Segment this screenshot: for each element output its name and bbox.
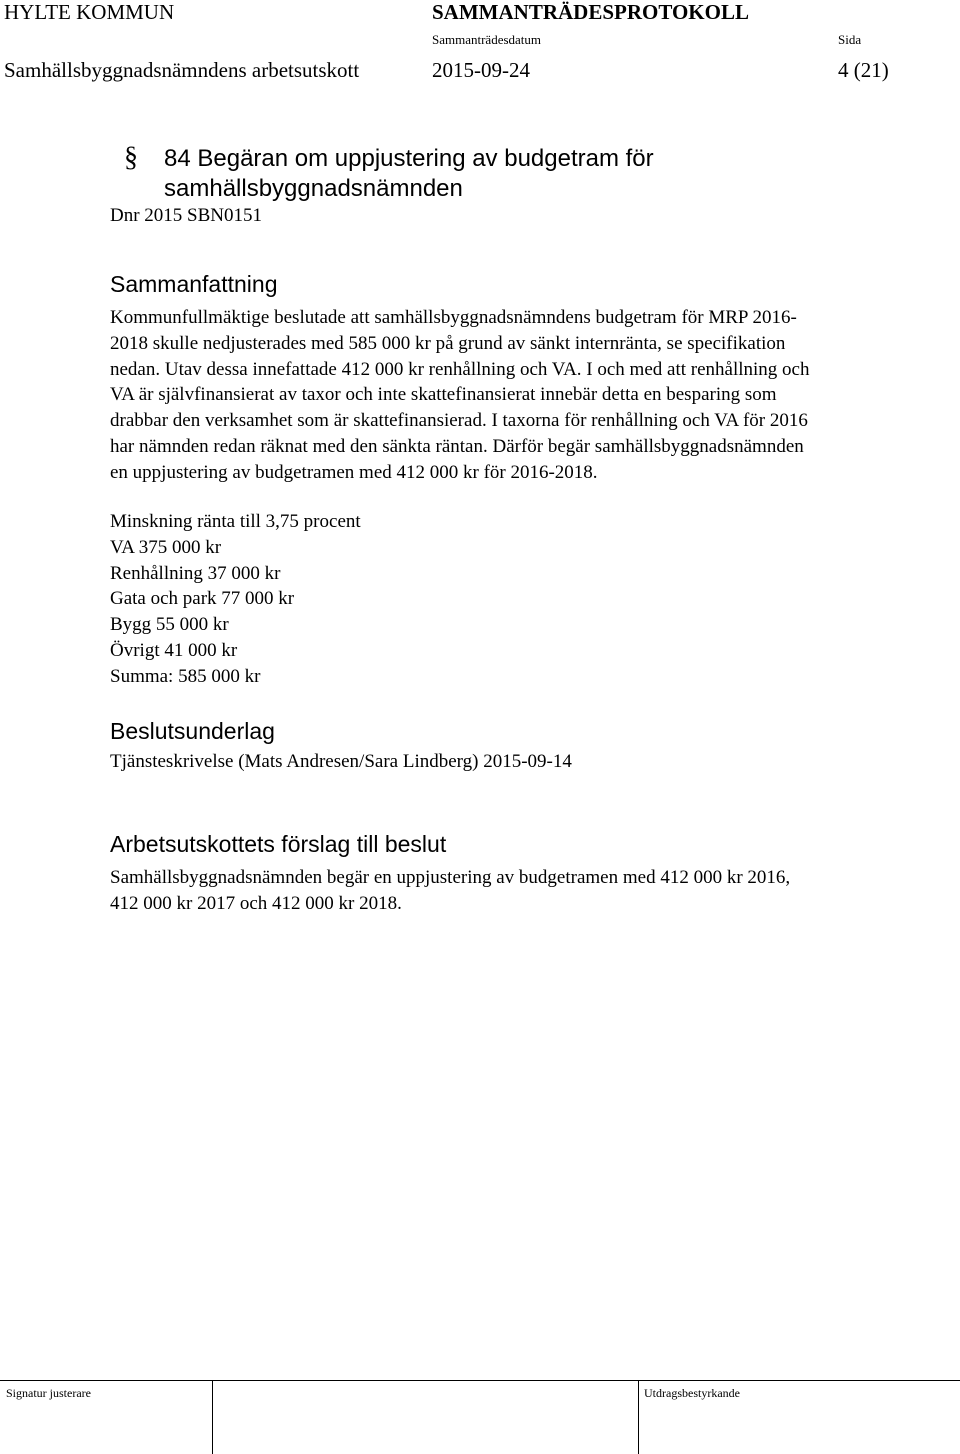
committee-name: Samhällsbyggnadsnämndens arbetsutskott: [4, 58, 360, 82]
signature-label: Signatur justerare: [6, 1386, 91, 1400]
list-item: Gata och park 77 000 kr: [110, 588, 295, 610]
summary-line: 2018 skulle nedjusterades med 585 000 kr på grund av sänkt internränta, se specifikation: [110, 332, 786, 354]
list-item: VA 375 000 kr: [110, 536, 222, 558]
list-item: Bygg 55 000 kr: [110, 614, 229, 636]
list-item: Summa: 585 000 kr: [110, 665, 261, 687]
footer-divider: [0, 1380, 960, 1381]
page-label: Sida: [838, 32, 862, 47]
summary-line: en uppjustering av budgetramen med 412 000 kr för 2016-2018.: [110, 461, 598, 483]
section-symbol: §: [124, 142, 138, 173]
summary-line: Kommunfullmäktige beslutade att samhällsbyggnadsnämndens budgetram för MRP 2016-: [110, 307, 797, 328]
footer-column-divider: [212, 1380, 213, 1454]
item-title-line-2: samhällsbyggnadsnämnden: [164, 175, 463, 202]
diary-number: Dnr 2015 SBN0151: [110, 205, 263, 226]
summary-heading: Sammanfattning: [110, 271, 278, 297]
document-type: SAMMANTRÄDESPROTOKOLL: [432, 0, 749, 24]
summary-line: har nämnden redan räknat med den sänkta räntan. Därför begär samhällsbyggnadsnämnden: [110, 435, 804, 457]
meeting-date: 2015-09-24: [432, 58, 530, 82]
summary-line: VA är självfinansierat av taxor och inte skattefinansierat innebär detta en besparing som: [110, 384, 777, 406]
basis-heading: Beslutsunderlag: [110, 718, 275, 744]
date-label: Sammanträdesdatum: [432, 32, 542, 47]
proposal-line: 412 000 kr 2017 och 412 000 kr 2018.: [110, 892, 402, 914]
specification-list: [110, 509, 936, 690]
item-title-line-1: 84 Begäran om uppjustering av budgetram för: [164, 145, 654, 172]
page-number: 4 (21): [838, 58, 889, 82]
proposal-text: [110, 865, 936, 917]
list-item: Övrigt 41 000 kr: [110, 639, 238, 661]
summary-line: nedan. Utav dessa innefattade 412 000 kr renhållning och VA. I och med att renhållning och: [110, 358, 810, 380]
proposal-line: Samhällsbyggnadsnämnden begär en uppjustering av budgetramen med 412 000 kr 2016,: [110, 867, 791, 888]
list-item: Renhållning 37 000 kr: [110, 562, 281, 584]
extract-label: Utdragsbestyrkande: [644, 1386, 740, 1400]
proposal-heading: Arbetsutskottets förslag till beslut: [110, 831, 447, 857]
summary-line: drabbar den verksamhet som är skattefinansierad. I taxorna för renhållning och VA för 2016: [110, 410, 808, 432]
list-item: Minskning ränta till 3,75 procent: [110, 511, 361, 532]
basis-text: Tjänsteskrivelse (Mats Andresen/Sara Lindberg) 2015-09-14: [110, 751, 572, 772]
organization-name: HYLTE KOMMUN: [4, 0, 175, 24]
footer-column-divider: [638, 1380, 639, 1454]
summary-text: [110, 305, 936, 486]
